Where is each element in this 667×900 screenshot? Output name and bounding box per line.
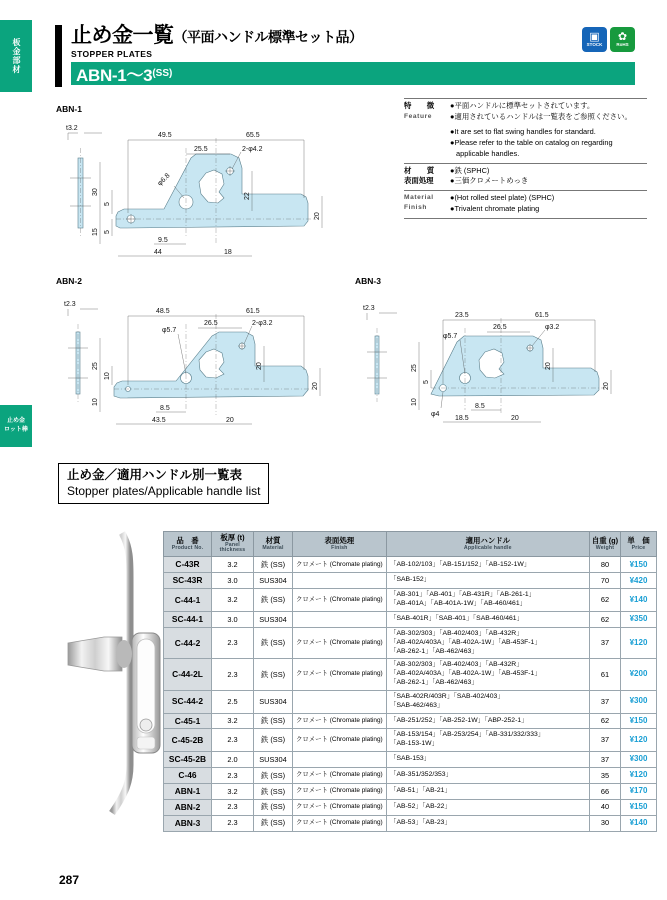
feature-value: ●Please refer to the table on catalog on regarding applicable handles. xyxy=(450,138,613,158)
cell-material: 鉄 (SS) xyxy=(254,799,293,815)
cell-price[interactable]: ¥150 xyxy=(621,799,657,815)
cell-finish: クロメート (Chromate plating) xyxy=(293,557,387,573)
model-number: ABN-1～3 xyxy=(76,66,153,85)
product-photo-flat-handle xyxy=(60,525,172,850)
sidebar-tab-bottom-line2: ロット棒 xyxy=(4,427,28,433)
cell-material: SUS304 xyxy=(254,752,293,768)
cell-weight: 37 xyxy=(590,627,621,658)
dim-abn3-185: 18.5 xyxy=(455,415,469,422)
cell-price[interactable]: ¥120 xyxy=(621,768,657,784)
table-row xyxy=(164,815,657,831)
table-row xyxy=(164,627,657,658)
cell-product-no: ABN-2 xyxy=(164,799,212,815)
cell-weight: 62 xyxy=(590,713,621,729)
cell-finish xyxy=(293,752,387,768)
dim-abn1-18: 18 xyxy=(224,249,232,256)
cell-product-no: C-45-2B xyxy=(164,729,212,752)
cell-applicable-handle: 「AB-102/103」「AB-151/152」「AB-152-1W」 xyxy=(386,557,589,573)
cell-price[interactable]: ¥300 xyxy=(621,690,657,713)
dim-abn3-5: 5 xyxy=(423,380,430,384)
cell-applicable-handle: 「AB-302/303」「AB-402/403」「AB-432R」 「AB-402A/403A」「AB-402A-1W」「AB-453F-1」 「AB-262-1」「AB-462/463」 xyxy=(386,659,589,690)
cell-panel-thickness: 2.3 xyxy=(212,815,254,831)
cell-finish xyxy=(293,611,387,627)
table-row xyxy=(164,783,657,799)
cell-panel-thickness: 3.2 xyxy=(212,589,254,612)
cell-weight: 35 xyxy=(590,768,621,784)
cell-material: 鉄 (SS) xyxy=(254,557,293,573)
cell-applicable-handle: 「AB-302/303」「AB-402/403」「AB-432R」 「AB-402A/403A」「AB-402A-1W」「AB-453F-1」 「AB-262-1」「AB-462/463」 xyxy=(386,627,589,658)
cell-price[interactable]: ¥120 xyxy=(621,627,657,658)
cell-product-no: C-46 xyxy=(164,768,212,784)
cell-finish xyxy=(293,573,387,589)
table-row xyxy=(164,713,657,729)
cell-weight: 80 xyxy=(590,557,621,573)
feature-row-values xyxy=(450,193,647,214)
cube-icon: ▣ xyxy=(589,30,600,43)
dim-abn2-435: 43.5 xyxy=(152,417,166,424)
dim-abn3-85: 8.5 xyxy=(475,403,485,410)
cell-weight: 61 xyxy=(590,659,621,690)
feature-label-jp: 特 徴 xyxy=(404,101,439,110)
table-body xyxy=(164,557,657,831)
th-weight: 自重 (g) Weight xyxy=(590,532,621,557)
rohs-badge-label: RoHS xyxy=(616,41,629,47)
sidebar-tab-stopper-rod[interactable] xyxy=(0,405,32,447)
cell-applicable-handle: 「AB-153/154」「AB-253/254」「AB-331/332/333」 「AB-153-1W」 xyxy=(386,729,589,752)
cell-price[interactable]: ¥150 xyxy=(621,557,657,573)
cell-material: 鉄 (SS) xyxy=(254,659,293,690)
dim-abn2-265: 26.5 xyxy=(204,320,218,327)
cell-finish: クロメート (Chromate plating) xyxy=(293,659,387,690)
cell-panel-thickness: 3.0 xyxy=(212,611,254,627)
cell-finish: クロメート (Chromate plating) xyxy=(293,729,387,752)
stock-badge xyxy=(582,27,607,52)
cell-price[interactable]: ¥150 xyxy=(621,713,657,729)
dim-abn2-20b: 20 xyxy=(312,382,319,390)
table-row xyxy=(164,659,657,690)
drawing-abn-1 xyxy=(56,118,401,268)
th-finish: 表面処理 Finish xyxy=(293,532,387,557)
cell-panel-thickness: 3.2 xyxy=(212,713,254,729)
dim-abn2-25: 25 xyxy=(92,362,99,370)
cell-weight: 70 xyxy=(590,573,621,589)
dim-abn1-44: 44 xyxy=(154,249,162,256)
spec-table xyxy=(163,531,657,832)
cell-panel-thickness: 3.0 xyxy=(212,573,254,589)
cell-price[interactable]: ¥300 xyxy=(621,752,657,768)
feature-row-values xyxy=(450,166,647,187)
dim-abn2-20c: 20 xyxy=(226,417,234,424)
cell-panel-thickness: 2.3 xyxy=(212,768,254,784)
dim-abn1-22: 22 xyxy=(244,192,251,200)
table-row xyxy=(164,752,657,768)
handle-list-title-jp: 止め金／適用ハンドル別一覧表 xyxy=(67,468,243,482)
th-panel-thickness: 板厚 (t) Panel thickness xyxy=(212,532,254,557)
drawing-label-abn-3: ABN-3 xyxy=(355,276,381,286)
feature-row-label xyxy=(404,127,450,159)
cell-applicable-handle: 「AB-51」「AB-21」 xyxy=(386,783,589,799)
drawing-label-abn-2: ABN-2 xyxy=(56,276,82,286)
table-row xyxy=(164,611,657,627)
feature-row-values xyxy=(450,127,647,159)
header-accent-bar xyxy=(55,25,62,87)
page-number: 287 xyxy=(59,873,80,887)
cell-product-no: C-44-2L xyxy=(164,659,212,690)
cell-finish: クロメート (Chromate plating) xyxy=(293,815,387,831)
cell-applicable-handle: 「SAB-153」 xyxy=(386,752,589,768)
table-row xyxy=(164,589,657,612)
drawing-abn-2 xyxy=(56,290,356,430)
cell-finish xyxy=(293,690,387,713)
cell-weight: 62 xyxy=(590,611,621,627)
feature-row-material-jp xyxy=(404,163,647,190)
feature-value: ●三価クロメートめっき xyxy=(450,176,529,186)
cell-panel-thickness: 2.0 xyxy=(212,752,254,768)
cell-panel-thickness: 3.2 xyxy=(212,783,254,799)
dim-abn1-255: 25.5 xyxy=(194,146,208,153)
dim-abn3-265: 26.5 xyxy=(493,324,507,331)
th-material: 材質 Material xyxy=(254,532,293,557)
cell-panel-thickness: 3.2 xyxy=(212,557,254,573)
feature-row-material-en xyxy=(404,190,647,218)
cell-material: 鉄 (SS) xyxy=(254,713,293,729)
cell-product-no: SC-43R xyxy=(164,573,212,589)
cell-material: SUS304 xyxy=(254,573,293,589)
cell-finish: クロメート (Chromate plating) xyxy=(293,783,387,799)
cell-weight: 37 xyxy=(590,752,621,768)
table-row xyxy=(164,557,657,573)
feature-value: ●適用されているハンドルは一覧表をご参照ください。 xyxy=(450,111,632,121)
dim-abn2-85: 8.5 xyxy=(160,405,170,412)
dim-abn3-phi32: φ3.2 xyxy=(545,324,560,331)
dim-abn2-10b: 10 xyxy=(92,398,99,406)
cell-material: SUS304 xyxy=(254,690,293,713)
dim-abn3-25: 25 xyxy=(411,364,418,372)
cell-material: 鉄 (SS) xyxy=(254,815,293,831)
page-header xyxy=(55,25,635,85)
dim-abn1-phi68: φ6.8 xyxy=(156,172,172,188)
dim-abn1-15: 15 xyxy=(92,228,99,236)
feature-value: ●(Hot rolled steel plate) (SPHC) xyxy=(450,193,555,203)
dim-abn3-phi57: φ5.7 xyxy=(443,333,458,340)
dim-abn2-615: 61.5 xyxy=(246,308,260,315)
cell-weight: 66 xyxy=(590,783,621,799)
cell-product-no: SC-44-1 xyxy=(164,611,212,627)
cell-panel-thickness: 2.5 xyxy=(212,690,254,713)
cell-material: 鉄 (SS) xyxy=(254,768,293,784)
table-row xyxy=(164,768,657,784)
cell-product-no: SC-45-2B xyxy=(164,752,212,768)
model-band xyxy=(71,62,635,85)
cell-material: 鉄 (SS) xyxy=(254,589,293,612)
cell-weight: 62 xyxy=(590,589,621,612)
cell-finish: クロメート (Chromate plating) xyxy=(293,589,387,612)
dim-abn1-5b: 5 xyxy=(104,230,111,234)
sidebar-tab-top-label: 板金部材 xyxy=(12,38,21,74)
dim-abn2-phi57: φ5.7 xyxy=(162,327,177,334)
model-material-suffix: (SS) xyxy=(152,68,173,79)
cell-product-no: ABN-3 xyxy=(164,815,212,831)
cell-product-no: C-45-1 xyxy=(164,713,212,729)
cell-material: SUS304 xyxy=(254,611,293,627)
leaf-icon: ✿ xyxy=(617,30,628,43)
feature-label-en: Feature xyxy=(404,112,433,120)
cell-price[interactable]: ¥420 xyxy=(621,573,657,589)
page-title xyxy=(71,25,635,46)
cell-panel-thickness: 2.3 xyxy=(212,729,254,752)
cell-material: 鉄 (SS) xyxy=(254,729,293,752)
rohs-badge xyxy=(610,27,635,52)
feature-row-label xyxy=(404,166,450,187)
cell-applicable-handle: 「AB-351/352/353」 xyxy=(386,768,589,784)
feature-row-feature-en xyxy=(404,125,647,162)
dim-abn1-655: 65.5 xyxy=(246,132,260,139)
cell-weight: 30 xyxy=(590,815,621,831)
drawing-abn-3 xyxy=(355,290,655,430)
cell-price[interactable]: ¥170 xyxy=(621,783,657,799)
dim-abn3-20a: 20 xyxy=(545,362,552,370)
dim-abn1-20: 20 xyxy=(314,212,321,220)
page-title-en: STOPPER PLATES xyxy=(71,49,153,59)
dim-abn3-20c: 20 xyxy=(511,415,519,422)
table-row xyxy=(164,573,657,589)
cell-price[interactable]: ¥350 xyxy=(621,611,657,627)
drawing-label-abn-1: ABN-1 xyxy=(56,104,82,114)
cell-applicable-handle: 「AB-251/252」「AB-252-1W」「ABP-252-1」 xyxy=(386,713,589,729)
cell-material: 鉄 (SS) xyxy=(254,627,293,658)
feature-row-values xyxy=(450,101,647,122)
feature-row-label xyxy=(404,193,450,214)
cell-price[interactable]: ¥140 xyxy=(621,589,657,612)
cell-price[interactable]: ¥120 xyxy=(621,729,657,752)
cell-product-no: C-44-2 xyxy=(164,627,212,658)
dim-abn1-495: 49.5 xyxy=(158,132,172,139)
dim-abn3-615: 61.5 xyxy=(535,312,549,319)
feature-spec-box xyxy=(404,98,647,219)
table-header-row xyxy=(164,532,657,557)
cell-product-no: C-43R xyxy=(164,557,212,573)
handle-list-title-box xyxy=(58,463,269,504)
dim-abn1-5a: 5 xyxy=(104,202,111,206)
feature-value: ●Trivalent chromate plating xyxy=(450,203,540,213)
dim-abn3-thickness: t2.3 xyxy=(363,305,375,312)
feature-value: ●鉄 (SPHC) xyxy=(450,165,490,175)
cell-product-no: ABN-1 xyxy=(164,783,212,799)
cell-product-no: SC-44-2 xyxy=(164,690,212,713)
dim-abn1-95: 9.5 xyxy=(158,237,168,244)
stock-badge-label: STOCK xyxy=(586,41,603,47)
cell-finish: クロメート (Chromate plating) xyxy=(293,799,387,815)
dim-abn3-10: 10 xyxy=(411,398,418,406)
cell-applicable-handle: 「SAB-152」 xyxy=(386,573,589,589)
cell-applicable-handle: 「SAB-401R」「SAB-401」「SAB-460/461」 xyxy=(386,611,589,627)
dim-abn1-2phi42: 2-φ4.2 xyxy=(242,146,263,153)
th-price: 単 価 Price xyxy=(621,532,657,557)
cell-panel-thickness: 2.3 xyxy=(212,659,254,690)
table-row xyxy=(164,799,657,815)
cell-finish: クロメート (Chromate plating) xyxy=(293,768,387,784)
cell-applicable-handle: 「AB-52」「AB-22」 xyxy=(386,799,589,815)
feature-row-feature-jp xyxy=(404,98,647,125)
feature-row-label xyxy=(404,101,450,122)
page-title-subtitle: （平面ハンドル標準セット品） xyxy=(173,29,363,45)
cell-weight: 40 xyxy=(590,799,621,815)
finish-label-en: Finish xyxy=(404,203,428,211)
cell-panel-thickness: 2.3 xyxy=(212,799,254,815)
dim-abn2-thickness: t2.3 xyxy=(64,301,76,308)
cell-finish: クロメート (Chromate plating) xyxy=(293,713,387,729)
cell-price[interactable]: ¥200 xyxy=(621,659,657,690)
dim-abn1-thickness: t3.2 xyxy=(66,125,78,132)
dim-abn2-485: 48.5 xyxy=(156,308,170,315)
handle-list-title-en: Stopper plates/Applicable handle list xyxy=(67,483,261,498)
finish-label-jp: 表面処理 xyxy=(404,176,434,186)
cell-material: 鉄 (SS) xyxy=(254,783,293,799)
sidebar-tab-bottom-line1: 止め金 xyxy=(6,418,25,424)
badge-group xyxy=(582,27,635,52)
cell-product-no: C-44-1 xyxy=(164,589,212,612)
cell-weight: 37 xyxy=(590,690,621,713)
material-label-jp: 材 質 xyxy=(404,165,439,175)
feature-value: ●It are set to flat swing handles for standard. xyxy=(450,127,596,137)
cell-price[interactable]: ¥140 xyxy=(621,815,657,831)
cell-applicable-handle: 「AB-53」「AB-23」 xyxy=(386,815,589,831)
table-row xyxy=(164,729,657,752)
th-applicable-handle: 適用ハンドル Applicable handle xyxy=(386,532,589,557)
dim-abn3-235: 23.5 xyxy=(455,312,469,319)
feature-value: ●平面ハンドルに標準セットされています。 xyxy=(450,101,595,110)
cell-weight: 37 xyxy=(590,729,621,752)
cell-applicable-handle: 「SAB-402R/403R」「SAB-402/403」 「SAB-462/463」 xyxy=(386,690,589,713)
dim-abn1-30: 30 xyxy=(92,188,99,196)
sidebar-tab-bottom-label xyxy=(4,417,28,435)
th-product-no: 品 番 Product No. xyxy=(164,532,212,557)
material-label-en: Material xyxy=(404,194,434,202)
page-title-jp: 止め金一覧 xyxy=(71,24,174,47)
cell-applicable-handle: 「AB-301」「AB-401」「AB-431R」「AB-261-1」 「AB-401A」「AB-401A-1W」「AB-460/461」 xyxy=(386,589,589,612)
table-row xyxy=(164,690,657,713)
cell-panel-thickness: 2.3 xyxy=(212,627,254,658)
sidebar-tab-sheet-metal-parts[interactable] xyxy=(0,20,32,92)
cell-finish: クロメート (Chromate plating) xyxy=(293,627,387,658)
dim-abn2-10a: 10 xyxy=(104,372,111,380)
dim-abn3-phi4: φ4 xyxy=(431,411,440,418)
dim-abn3-20b: 20 xyxy=(603,382,610,390)
dim-abn2-20a: 20 xyxy=(256,362,263,370)
dim-abn2-2phi32: 2-φ3.2 xyxy=(252,320,273,327)
